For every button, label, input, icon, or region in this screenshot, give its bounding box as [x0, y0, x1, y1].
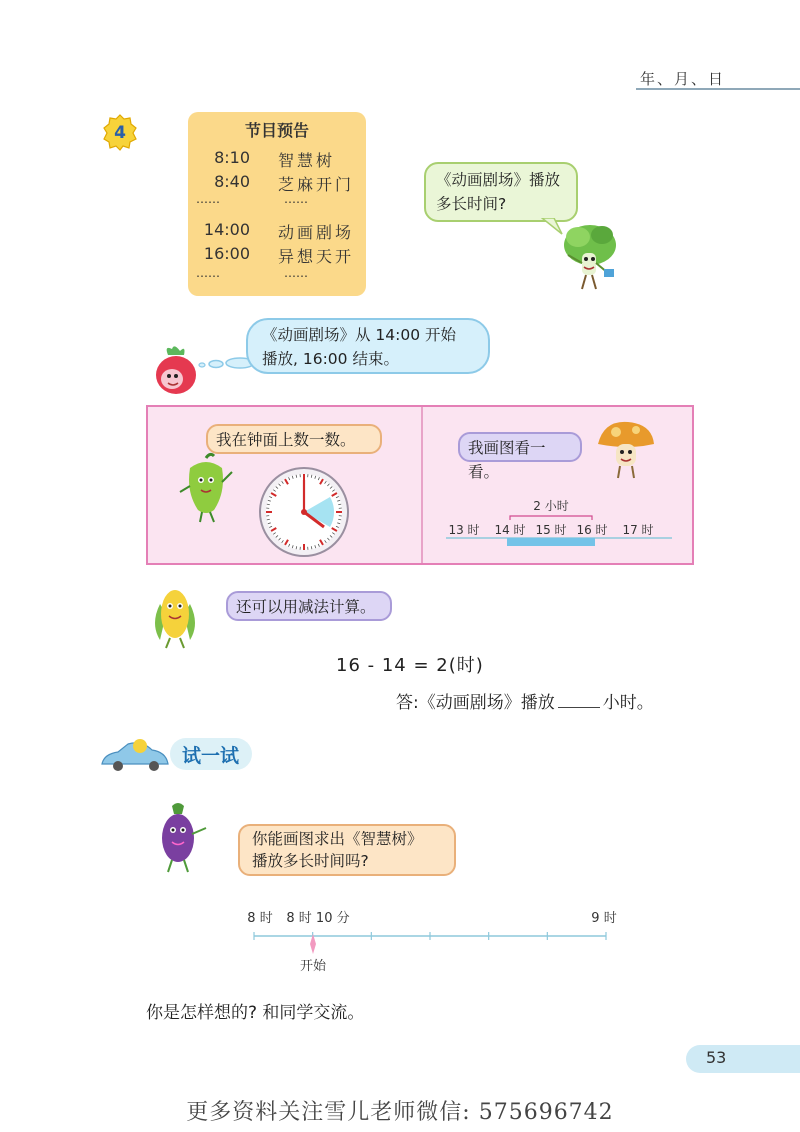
question-bubble — [424, 162, 578, 222]
answer-line — [396, 688, 654, 713]
schedule-ellipsis: …… — [196, 192, 220, 206]
schedule-time: 14:00 — [203, 220, 250, 239]
info-line-1: 《动画剧场》从 14:00 开始 — [262, 326, 457, 344]
corn-character-icon — [146, 584, 204, 650]
timeline-tick-label: 14 时 — [494, 523, 526, 537]
page-number: 53 — [706, 1048, 727, 1067]
schedule-title: 节目预告 — [244, 121, 309, 140]
mushroom-character-icon — [594, 418, 658, 484]
example-number: 4 — [114, 123, 126, 143]
schedule-program: 动画剧场 — [278, 223, 355, 242]
header-rule — [636, 88, 800, 90]
clock-speech-bubble — [206, 424, 382, 454]
answer-prefix: 答:《动画剧场》播放 — [396, 693, 555, 713]
schedule-program: 异想天开 — [278, 247, 355, 266]
span-label: 2 小时 — [533, 499, 569, 513]
try-speech-line-1: 你能画图求出《智慧树》 — [252, 830, 423, 848]
timeline-tick-label: 13 时 — [448, 523, 480, 537]
schedule-ellipsis: …… — [284, 192, 308, 206]
clock-icon — [258, 466, 350, 558]
panel-divider — [421, 407, 423, 563]
try-section-label: 试一试 — [182, 745, 240, 767]
cabbage-character-icon — [556, 215, 622, 295]
schedule-time: 8:10 — [214, 148, 250, 167]
discussion-question: 你是怎样想的? 和同学交流。 — [146, 1003, 365, 1023]
try-timeline-mark: 8 时 10 分 — [286, 911, 350, 926]
answer-suffix: 小时。 — [602, 693, 654, 713]
eggplant-character-icon — [148, 800, 212, 874]
footer-watermark: 更多资料关注雪儿老师微信: 575696742 — [186, 1100, 614, 1125]
try-timeline — [232, 904, 628, 976]
schedule-ellipsis: …… — [196, 266, 220, 280]
timeline-tick-label: 15 时 — [535, 523, 567, 537]
timeline-speech-bubble — [458, 432, 582, 481]
number-badge-icon — [102, 113, 138, 151]
try-timeline-start: 开始 — [299, 959, 327, 974]
schedule-time: 16:00 — [203, 244, 250, 263]
subtraction-speech-bubble — [226, 591, 392, 621]
formula: 16 - 14 = 2(时) — [336, 655, 484, 676]
schedule-program: 智慧树 — [278, 151, 336, 170]
question-line-2: 多长时间? — [436, 195, 507, 213]
radish-character-icon — [148, 345, 202, 397]
hours-timeline — [440, 494, 680, 554]
schedule-program: 芝麻开门 — [278, 175, 355, 194]
page-number-tab — [686, 1045, 800, 1073]
try-timeline-right: 9 时 — [591, 911, 617, 926]
schedule-time: 8:40 — [214, 172, 250, 191]
answer-blank[interactable] — [558, 693, 600, 708]
subtraction-speech-text: 还可以用减法计算。 — [236, 598, 376, 616]
timeline-tick-label: 16 时 — [576, 523, 608, 537]
info-line-2: 播放, 16:00 结束。 — [262, 350, 399, 368]
car-icon — [98, 736, 172, 776]
pepper-character-icon — [176, 452, 236, 524]
schedule-card — [188, 112, 366, 296]
clock-speech-text: 我在钟面上数一数。 — [216, 431, 356, 449]
try-timeline-left: 8 时 — [247, 911, 273, 926]
info-bubble — [246, 318, 490, 374]
schedule-ellipsis: …… — [284, 266, 308, 280]
try-speech-line-2: 播放多长时间吗? — [252, 852, 369, 870]
date-header: 年、月、日 — [640, 70, 726, 88]
timeline-tick-label: 17 时 — [622, 523, 654, 537]
question-line-1: 《动画剧场》播放 — [436, 171, 561, 189]
timeline-speech-text: 我画图看一看。 — [468, 439, 546, 481]
try-speech-bubble — [238, 824, 456, 876]
